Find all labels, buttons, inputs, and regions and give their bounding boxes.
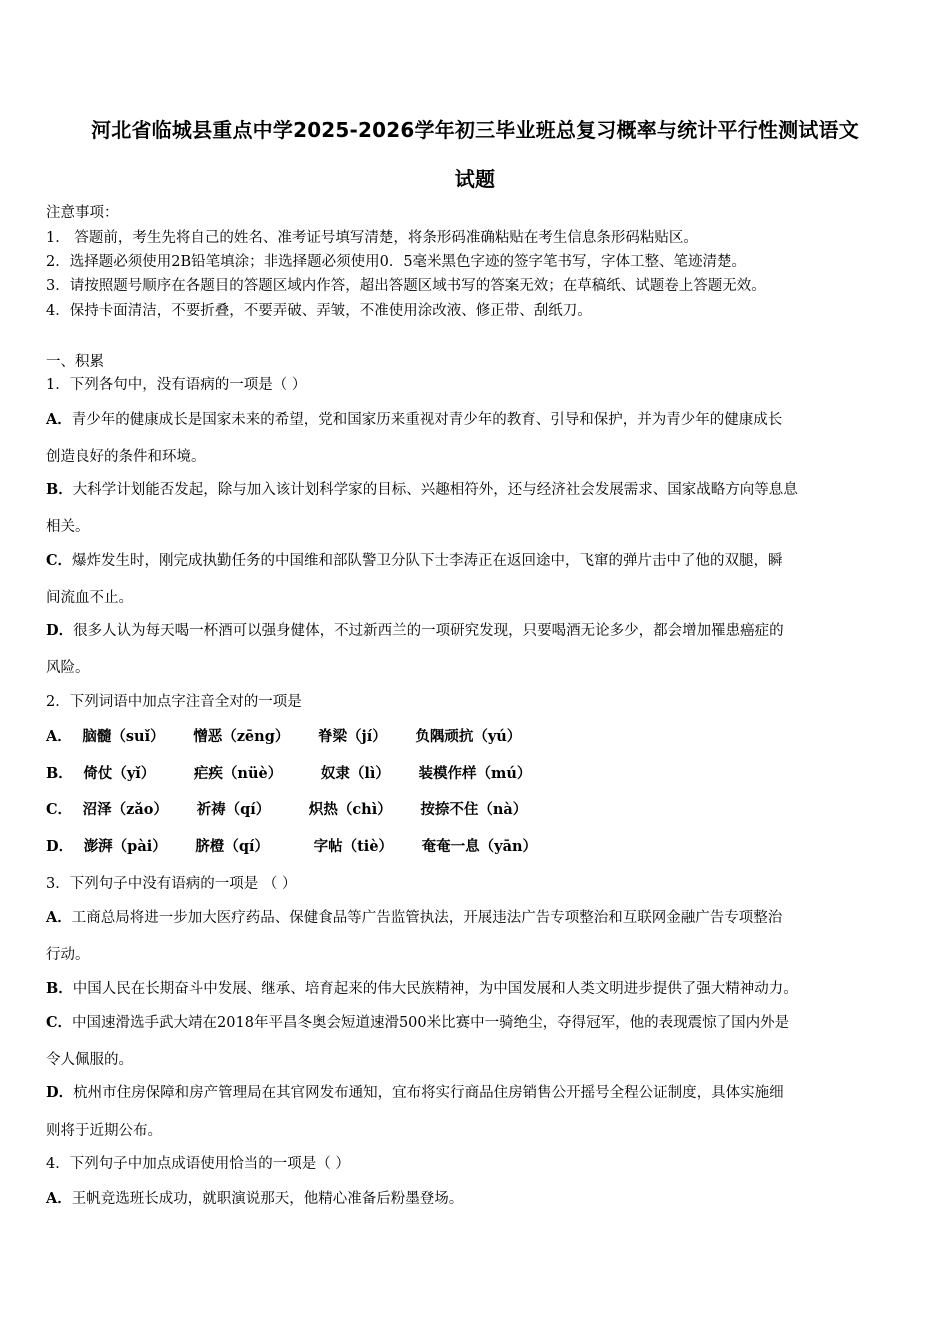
word-item: 装模作样（mú） [418,765,532,782]
question-3-stem: 3．下列句子中没有语病的一项是 （ ） [46,876,297,892]
q3-option-a-cont: 行动。 [46,947,90,963]
option-label: A． [46,411,72,428]
question-1-stem: 1．下列各句中，没有语病的一项是（ ） [46,377,307,393]
q1-option-a: A．青少年的健康成长是国家未来的希望，党和国家历来重视对青少年的教育、引导和保护，并为青少年的健康成长 [46,411,783,428]
question-4-stem: 4．下列句子中加点成语使用恰当的一项是（ ） [46,1156,350,1172]
page-title-continued: 试题 [454,167,496,191]
word-item: 沼泽（zǎo） [82,801,168,818]
word-item: 负隅顽抗（yú） [415,728,522,745]
word-item: 按捺不住（nà） [420,801,528,818]
q3-option-d-cont: 则将于近期公布。 [46,1123,162,1139]
notice-item: 2．选择题必须使用2B铅笔填涂；非选择题必须使用0．5毫米黑色字迹的签字笔书写，字体工整、笔迹清楚。 [46,254,747,270]
word-item: 澎湃（pài） [83,838,167,855]
option-label: B． [46,765,73,782]
word-item: 字帖（tiè） [313,838,394,855]
option-label: A． [46,909,72,926]
option-label: A． [46,728,72,745]
q1-option-b-cont: 相关。 [46,519,90,535]
notice-item: 1． 答题前，考生先将自己的姓名、准考证号填写清楚，将条形码准确粘贴在考生信息条形码粘贴区。 [46,230,698,246]
word-item: 奄奄一息（yān） [421,838,538,855]
word-item: 憎恶（zēng） [193,728,290,745]
page-title: 河北省临城县重点中学2025-2026学年初三毕业班总复习概率与统计平行性测试语文 [91,118,859,142]
word-item: 疟疾（nüè） [193,765,283,782]
word-item: 脑髓（suǐ） [82,728,165,745]
word-item: 炽热（chì） [308,801,392,818]
q2-option-b [46,764,555,784]
option-label: D． [46,622,74,639]
q1-option-b: B．大科学计划能否发起，除与加入该计划科学家的目标、兴趣相符外，还与经济社会发展需求、国家战略方向等息息 [46,481,798,498]
q3-option-a: A．工商总局将进一步加大医疗药品、保健食品等广告监管执法，开展违法广告专项整治和互联网金融广告专项整治 [46,909,783,926]
option-label: B． [46,980,73,997]
q3-option-c: C．中国速滑选手武大靖在2018年平昌冬奥会短道速滑500米比赛中一骑绝尘，夺得冠军，他的表现震惊了国内外是 [46,1014,790,1031]
option-label: C． [46,1014,73,1031]
q4-option-a: A．王帆竞选班长成功，就职演说那天，他精心准备后粉墨登场。 [46,1190,464,1207]
q3-option-d: D．杭州市住房保障和房产管理局在其官网发布通知，宜布将实行商品住房销售公开摇号全程公证制度，具体实施细 [46,1084,784,1101]
q2-option-c [46,800,551,820]
q2-option-d [46,837,561,857]
q1-option-d-cont: 风险。 [46,660,90,676]
q1-option-a-cont: 创造良好的条件和环境。 [46,449,206,465]
option-label: D． [46,1084,74,1101]
option-label: C． [46,552,73,569]
q2-option-a [46,727,545,747]
notice-item: 3．请按照题号顺序在各题目的答题区域内作答，超出答题区域书写的答案无效；在草稿纸、试题卷上答题无效。 [46,278,766,294]
q3-option-c-cont: 令人佩服的。 [46,1052,133,1068]
option-label: A． [46,1190,72,1207]
q1-option-c-cont: 间流血不止。 [46,590,133,606]
q1-option-c: C．爆炸发生时，刚完成执勤任务的中国维和部队警卫分队下士李涛正在返回途中，飞窜的弹片击中了他的双腿，瞬 [46,552,783,569]
word-item: 脐橙（qí） [195,838,269,855]
notice-item: 4．保持卡面清洁，不要折叠，不要弄破、弄皱，不准使用涂改液、修正带、刮纸刀。 [46,303,592,319]
notice-heading: 注意事项： [46,205,119,221]
word-item: 奴隶（lì） [320,765,390,782]
word-item: 脊梁（jí） [317,728,387,745]
question-2-stem: 2．下列词语中加点字注音全对的一项是 [46,694,302,710]
q1-option-d: D．很多人认为每天喝一杯酒可以强身健体，不过新西兰的一项研究发现，只要喝酒无论多少，都会增加罹患癌症的 [46,622,784,639]
option-label: D． [46,838,74,855]
option-label: C． [46,801,73,818]
word-item: 倚仗（yǐ） [83,765,156,782]
option-label: B． [46,481,73,498]
word-item: 祈祷（qí） [196,801,271,818]
section-heading: 一、积累 [46,354,104,370]
q3-option-b: B．中国人民在长期奋斗中发展、继承、培育起来的伟大民族精神，为中国发展和人类文明进步提供了强大精神动力。 [46,980,798,997]
